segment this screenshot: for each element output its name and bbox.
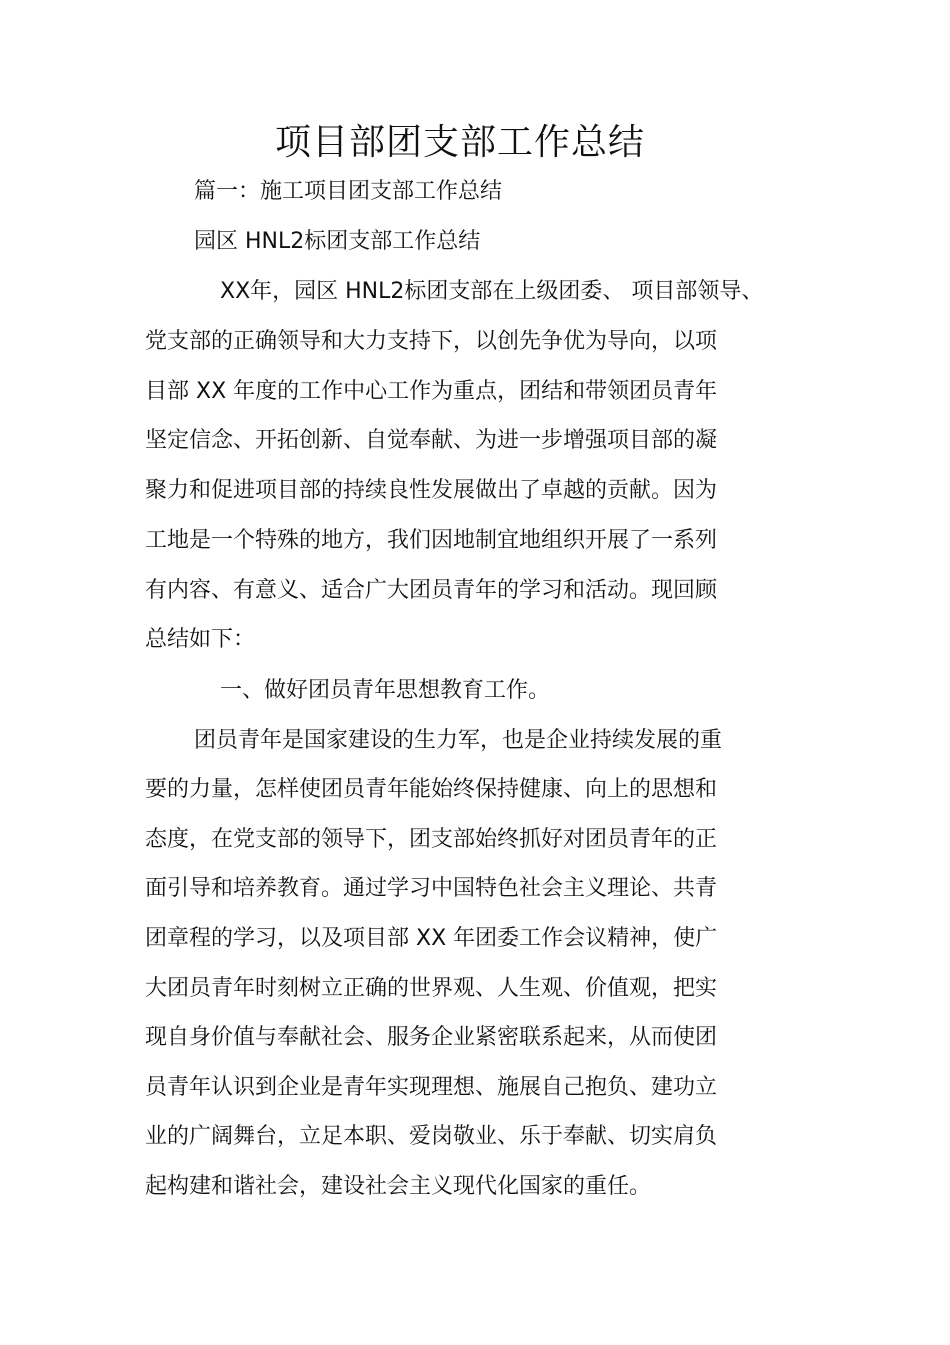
section-heading: 一、做好团员青年思想教育工作。 <box>220 678 551 703</box>
paragraph1-line: 总结如下： <box>145 627 256 652</box>
paragraph2-line: 团员青年是国家建设的生力军，也是企业持续发展的重 <box>194 728 723 753</box>
paragraph2-line: 大团员青年时刻树立正确的世界观、人生观、价值观，把实 <box>145 976 718 1001</box>
paragraph1-line: 有内容、有意义、适合广大团员青年的学习和活动。现回顾 <box>145 578 718 603</box>
paragraph2-line: 起构建和谐社会，建设社会主义现代化国家的重任。 <box>145 1174 652 1199</box>
paragraph1-line: XX年，园区 HNL2标团支部在上级团委、 项目部领导、 <box>220 279 764 304</box>
paragraph1-line: 目部 XX 年度的工作中心工作为重点，团结和带领团员青年 <box>145 379 718 404</box>
paragraph1-line: 坚定信念、开拓创新、自觉奉献、为进一步增强项目部的凝 <box>145 428 718 453</box>
paragraph1-line: 党支部的正确领导和大力支持下，以创先争优为导向，以项 <box>145 329 718 354</box>
paragraph2-line: 员青年认识到企业是青年实现理想、施展自己抱负、建功立 <box>145 1075 718 1100</box>
paragraph2-line: 要的力量，怎样使团员青年能始终保持健康、向上的思想和 <box>145 777 718 802</box>
document-subheading: 园区 HNL2标团支部工作总结 <box>194 229 481 254</box>
document-subtitle: 篇一：施工项目团支部工作总结 <box>194 179 503 204</box>
paragraph2-line: 团章程的学习，以及项目部 XX 年团委工作会议精神，使广 <box>145 926 718 951</box>
paragraph1-line: 工地是一个特殊的地方，我们因地制宜地组织开展了一系列 <box>145 528 718 553</box>
paragraph1-line: 聚力和促进项目部的持续良性发展做出了卓越的贡献。因为 <box>145 478 718 503</box>
paragraph2-line: 态度，在党支部的领导下，团支部始终抓好对团员青年的正 <box>145 827 718 852</box>
paragraph2-line: 面引导和培养教育。通过学习中国特色社会主义理论、共青 <box>145 876 718 901</box>
document-title: 项目部团支部工作总结 <box>274 122 645 163</box>
paragraph2-line: 现自身价值与奉献社会、服务企业紧密联系起来，从而使团 <box>145 1025 718 1050</box>
paragraph2-line: 业的广阔舞台，立足本职、爱岗敬业、乐于奉献、切实肩负 <box>145 1124 718 1149</box>
